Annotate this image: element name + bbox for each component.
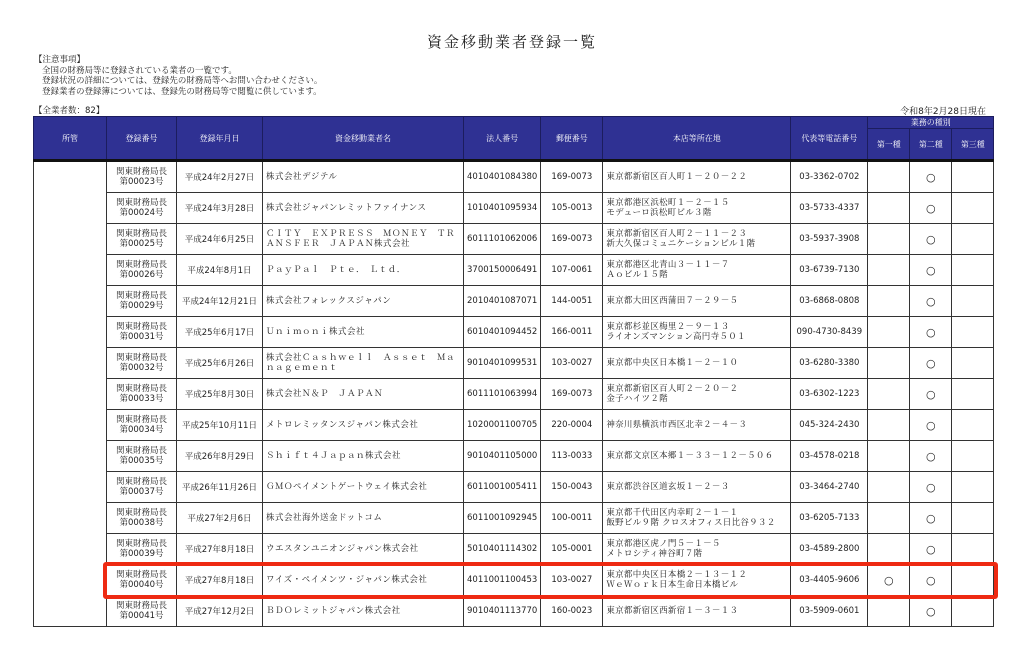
reg-date-cell: 平成25年8月30日 xyxy=(177,379,263,410)
reg-bureau: 関東財務局長 xyxy=(115,291,167,301)
type2-mark: ○ xyxy=(910,286,952,317)
address-line1: 東京都杉並区梅里２－９－１３ xyxy=(606,322,730,332)
postal-cell: 169-0073 xyxy=(541,379,603,410)
type1-mark xyxy=(868,472,910,503)
notes-line: 登録業者の登録簿については、登録先の財務局等で閲覧に供しています。 xyxy=(42,86,322,97)
type3-mark xyxy=(952,565,994,596)
address-line1: 東京都新宿区百人町１－２０－２２ xyxy=(606,172,748,182)
phone-cell: 03-6205-7133 xyxy=(791,503,868,534)
reg-number: 第00031号 xyxy=(119,332,164,342)
address-cell xyxy=(603,286,791,317)
phone-cell: 03-5909-0601 xyxy=(791,596,868,627)
reg-no-cell xyxy=(107,472,177,503)
company-name-cell: 株式会社海外送金ドットコム xyxy=(263,503,464,534)
type3-mark xyxy=(952,596,994,627)
address-line2: ＷｅＷｏｒｋ日本生命日本橋ビル xyxy=(606,580,739,590)
reg-bureau: 関東財務局長 xyxy=(115,446,167,456)
company-name-cell: ＢＤＯレミットジャパン株式会社 xyxy=(263,596,464,627)
reg-bureau: 関東財務局長 xyxy=(115,353,167,363)
col-reg-no: 登録番号 xyxy=(107,117,177,161)
address-line1: 東京都中央区日本橋２－１３－１２ xyxy=(606,570,748,580)
total-count: 【全業者数：82】 xyxy=(34,106,105,116)
postal-cell: 103-0027 xyxy=(541,565,603,596)
company-name-cell: ＰａｙＰａｌ Ｐｔｅ． Ｌｔｄ． xyxy=(263,255,464,286)
reg-date-cell: 平成27年12月2日 xyxy=(177,596,263,627)
type1-mark xyxy=(868,441,910,472)
type3-mark xyxy=(952,193,994,224)
type3-mark xyxy=(952,472,994,503)
reg-bureau: 関東財務局長 xyxy=(115,322,167,332)
address-line2: モデューロ浜松町ビル３階 xyxy=(606,208,712,218)
postal-cell: 160-0023 xyxy=(541,596,603,627)
col-name: 資金移動業者名 xyxy=(263,117,464,161)
reg-bureau: 関東財務局長 xyxy=(115,415,167,425)
reg-number: 第00025号 xyxy=(119,239,164,249)
address-line1: 東京都港区北青山３－１１－７ xyxy=(606,260,730,270)
reg-date-cell: 平成27年8月18日 xyxy=(177,565,263,596)
as-of-date: 令和8年2月28日現在 xyxy=(900,107,986,117)
postal-cell: 220-0004 xyxy=(541,410,603,441)
reg-no-cell xyxy=(107,503,177,534)
reg-no-cell xyxy=(107,441,177,472)
address-line2: Ａｏビル１５階 xyxy=(606,270,668,280)
company-name-cell: ワイズ・ペイメンツ・ジャパン株式会社 xyxy=(263,565,464,596)
address-line1: 神奈川県横浜市西区北幸２－４－３ xyxy=(606,420,748,430)
table-row xyxy=(34,472,994,503)
postal-cell: 144-0051 xyxy=(541,286,603,317)
company-name-cell: 株式会社Ｃａｓｈｗｅｌｌ Ａｓｓｅｔ Ｍａｎａｇｅｍｅｎｔ xyxy=(263,348,464,379)
type3-mark xyxy=(952,534,994,565)
address-line1: 東京都港区虎ノ門５－１－５ xyxy=(606,539,721,549)
reg-number: 第00035号 xyxy=(119,456,164,466)
reg-number: 第00037号 xyxy=(119,487,164,497)
type2-mark: ○ xyxy=(910,565,952,596)
reg-number: 第00023号 xyxy=(119,177,164,187)
col-business-type-group: 業務の種別 xyxy=(868,117,994,129)
type1-mark xyxy=(868,161,910,193)
address-line2: 飯野ビル９階 クロスオフィス日比谷９３２ xyxy=(606,518,776,528)
table-row-highlighted xyxy=(34,565,994,596)
reg-bureau: 関東財務局長 xyxy=(115,477,167,487)
corp-no-cell: 1010401095934 xyxy=(464,193,541,224)
reg-no-cell xyxy=(107,565,177,596)
company-name-cell: ＣＩＴＹ ＥＸＰＲＥＳＳ ＭＯＮＥＹ ＴＲＡＮＳＦＥＲ ＪＡＰＡＮ株式会社 xyxy=(263,224,464,255)
type3-mark xyxy=(952,503,994,534)
type2-mark: ○ xyxy=(910,441,952,472)
company-name-cell: 株式会社フォレックスジャパン xyxy=(263,286,464,317)
phone-cell: 03-4589-2800 xyxy=(791,534,868,565)
reg-number: 第00033号 xyxy=(119,394,164,404)
type3-mark xyxy=(952,161,994,193)
type2-mark: ○ xyxy=(910,503,952,534)
reg-date-cell: 平成26年8月29日 xyxy=(177,441,263,472)
postal-cell: 107-0061 xyxy=(541,255,603,286)
notes-line: 登録状況の詳細については、登録先の財務局等へお問い合わせください。 xyxy=(42,76,323,86)
type3-mark xyxy=(952,224,994,255)
address-line1: 東京都新宿区百人町２－２０－２ xyxy=(606,384,739,394)
address-line1: 東京都千代田区内幸町２－１－１ xyxy=(606,508,739,518)
type1-mark xyxy=(868,255,910,286)
type1-mark xyxy=(868,379,910,410)
table-row xyxy=(34,193,994,224)
table-row xyxy=(34,161,994,193)
postal-cell: 103-0027 xyxy=(541,348,603,379)
page-title: 資金移動業者登録一覧 xyxy=(426,33,597,51)
phone-cell: 03-6302-1223 xyxy=(791,379,868,410)
corp-no-cell: 2010401087071 xyxy=(464,286,541,317)
company-name-cell: ウエスタンユニオンジャパン株式会社 xyxy=(263,534,464,565)
type2-mark: ○ xyxy=(910,348,952,379)
corp-no-cell: 9010401105000 xyxy=(464,441,541,472)
reg-bureau: 関東財務局長 xyxy=(115,167,167,177)
corp-no-cell: 6011001005411 xyxy=(464,472,541,503)
table-row xyxy=(34,503,994,534)
postal-cell: 169-0073 xyxy=(541,161,603,193)
reg-number: 第00024号 xyxy=(119,208,164,218)
type1-mark: ○ xyxy=(868,565,910,596)
reg-bureau: 関東財務局長 xyxy=(115,384,167,394)
reg-no-cell xyxy=(107,534,177,565)
type2-mark: ○ xyxy=(910,193,952,224)
col-jurisdiction: 所管 xyxy=(34,117,107,161)
phone-cell: 03-5937-3908 xyxy=(791,224,868,255)
address-cell xyxy=(603,224,791,255)
address-cell xyxy=(603,441,791,472)
jurisdiction-cell xyxy=(34,161,107,627)
address-cell xyxy=(603,410,791,441)
reg-date-cell: 平成24年2月27日 xyxy=(177,161,263,193)
reg-number: 第00039号 xyxy=(119,549,164,559)
company-name-cell: Ｓｈｉｆｔ４Ｊａｐａｎ株式会社 xyxy=(263,441,464,472)
reg-no-cell xyxy=(107,348,177,379)
address-line2: メトロシティ神谷町７階 xyxy=(606,549,703,559)
type3-mark xyxy=(952,286,994,317)
notes-heading: 【注意事項】 xyxy=(34,55,86,65)
table-row xyxy=(34,255,994,286)
company-name-cell: Ｕｎｉｍｏｎｉ株式会社 xyxy=(263,317,464,348)
company-name-cell: 株式会社ジャパンレミットファイナンス xyxy=(263,193,464,224)
address-cell xyxy=(603,348,791,379)
postal-cell: 105-0001 xyxy=(541,534,603,565)
reg-bureau: 関東財務局長 xyxy=(115,539,167,549)
postal-cell: 166-0011 xyxy=(541,317,603,348)
reg-no-cell xyxy=(107,255,177,286)
address-line1: 東京都大田区西蒲田７－２９－５ xyxy=(606,296,739,306)
address-line2: 新大久保コミュニケーションビル１階 xyxy=(606,239,756,249)
type3-mark xyxy=(952,255,994,286)
type1-mark xyxy=(868,348,910,379)
corp-no-cell: 1020001100705 xyxy=(464,410,541,441)
reg-no-cell xyxy=(107,224,177,255)
col-reg-date: 登録年月日 xyxy=(177,117,263,161)
reg-date-cell: 平成24年12月21日 xyxy=(177,286,263,317)
phone-cell: 03-4578-0218 xyxy=(791,441,868,472)
address-line1: 東京都港区浜松町１－２－１５ xyxy=(606,198,730,208)
address-cell xyxy=(603,565,791,596)
postal-cell: 169-0073 xyxy=(541,224,603,255)
address-cell xyxy=(603,472,791,503)
type3-mark xyxy=(952,379,994,410)
type1-mark xyxy=(868,596,910,627)
reg-no-cell xyxy=(107,410,177,441)
reg-number: 第00026号 xyxy=(119,270,164,280)
type3-mark xyxy=(952,348,994,379)
phone-cell: 090-4730-8439 xyxy=(791,317,868,348)
corp-no-cell: 6011101062006 xyxy=(464,224,541,255)
type1-mark xyxy=(868,534,910,565)
reg-bureau: 関東財務局長 xyxy=(115,198,167,208)
type2-mark: ○ xyxy=(910,161,952,193)
corp-no-cell: 6010401094452 xyxy=(464,317,541,348)
phone-cell: 03-6868-0808 xyxy=(791,286,868,317)
reg-bureau: 関東財務局長 xyxy=(115,508,167,518)
corp-no-cell: 4011001100453 xyxy=(464,565,541,596)
reg-date-cell: 平成24年3月28日 xyxy=(177,193,263,224)
type2-mark: ○ xyxy=(910,534,952,565)
table-row xyxy=(34,286,994,317)
col-corp-no: 法人番号 xyxy=(464,117,541,161)
address-line1: 東京都文京区本郷１－３３－１２－５０６ xyxy=(606,451,774,461)
corp-no-cell: 9010401113770 xyxy=(464,596,541,627)
reg-bureau: 関東財務局長 xyxy=(115,570,167,580)
reg-date-cell: 平成27年2月6日 xyxy=(177,503,263,534)
corp-no-cell: 9010401099531 xyxy=(464,348,541,379)
corp-no-cell: 6011101063994 xyxy=(464,379,541,410)
type3-mark xyxy=(952,410,994,441)
reg-no-cell xyxy=(107,286,177,317)
type3-mark xyxy=(952,317,994,348)
phone-cell: 03-6739-7130 xyxy=(791,255,868,286)
type1-mark xyxy=(868,503,910,534)
table-row xyxy=(34,596,994,627)
postal-cell: 113-0033 xyxy=(541,441,603,472)
company-name-cell: ＧＭＯペイメントゲートウェイ株式会社 xyxy=(263,472,464,503)
address-line1: 東京都中央区日本橋１－２－１０ xyxy=(606,358,739,368)
type2-mark: ○ xyxy=(910,596,952,627)
type1-mark xyxy=(868,224,910,255)
address-cell xyxy=(603,534,791,565)
address-cell xyxy=(603,193,791,224)
reg-date-cell: 平成25年6月17日 xyxy=(177,317,263,348)
type1-mark xyxy=(868,317,910,348)
reg-date-cell: 平成25年6月26日 xyxy=(177,348,263,379)
reg-no-cell xyxy=(107,161,177,193)
address-line1: 東京都渋谷区道玄坂１－２－３ xyxy=(606,482,730,492)
type2-mark: ○ xyxy=(910,472,952,503)
postal-cell: 100-0011 xyxy=(541,503,603,534)
col-type2: 第二種 xyxy=(910,129,952,161)
reg-bureau: 関東財務局長 xyxy=(115,260,167,270)
phone-cell: 03-5733-4337 xyxy=(791,193,868,224)
reg-date-cell: 平成24年6月25日 xyxy=(177,224,263,255)
table-row xyxy=(34,534,994,565)
table-header xyxy=(34,117,994,161)
type2-mark: ○ xyxy=(910,410,952,441)
address-line1: 東京都新宿区百人町２－１１－２３ xyxy=(606,229,748,239)
reg-date-cell: 平成27年8月18日 xyxy=(177,534,263,565)
reg-number: 第00034号 xyxy=(119,425,164,435)
company-name-cell: メトロレミッタンスジャパン株式会社 xyxy=(263,410,464,441)
notes-line: 全国の財務局等に登録されている業者の一覧です。 xyxy=(42,65,237,76)
phone-cell: 03-3362-0702 xyxy=(791,161,868,193)
corp-no-cell: 3700150006491 xyxy=(464,255,541,286)
address-cell xyxy=(603,503,791,534)
reg-number: 第00032号 xyxy=(119,363,164,373)
table-row xyxy=(34,379,994,410)
type3-mark xyxy=(952,441,994,472)
reg-number: 第00040号 xyxy=(119,580,164,590)
company-name-cell: 株式会社Ｎ＆Ｐ ＪＡＰＡＮ xyxy=(263,379,464,410)
reg-no-cell xyxy=(107,379,177,410)
address-line1: 東京都新宿区西新宿１－３－１３ xyxy=(606,606,739,616)
phone-cell: 03-4405-9606 xyxy=(791,565,868,596)
type2-mark: ○ xyxy=(910,317,952,348)
col-phone: 代表等電話番号 xyxy=(791,117,868,161)
phone-cell: 045-324-2430 xyxy=(791,410,868,441)
phone-cell: 03-6280-3380 xyxy=(791,348,868,379)
phone-cell: 03-3464-2740 xyxy=(791,472,868,503)
type2-mark: ○ xyxy=(910,379,952,410)
reg-number: 第00029号 xyxy=(119,301,164,311)
type1-mark xyxy=(868,286,910,317)
reg-bureau: 関東財務局長 xyxy=(115,229,167,239)
table-body xyxy=(34,161,994,627)
corp-no-cell: 6011001092945 xyxy=(464,503,541,534)
address-line2: 金子ハイツ２階 xyxy=(606,394,668,404)
address-cell xyxy=(603,317,791,348)
table-row xyxy=(34,317,994,348)
table-row xyxy=(34,224,994,255)
corp-no-cell: 4010401084380 xyxy=(464,161,541,193)
postal-cell: 105-0013 xyxy=(541,193,603,224)
table-row xyxy=(34,348,994,379)
address-cell xyxy=(603,596,791,627)
notes-section xyxy=(34,55,322,97)
corp-no-cell: 5010401114302 xyxy=(464,534,541,565)
company-name-cell: 株式会社デジテル xyxy=(263,161,464,193)
col-type3: 第三種 xyxy=(952,129,994,161)
registry-table xyxy=(33,116,994,627)
reg-no-cell xyxy=(107,596,177,627)
reg-date-cell: 平成24年8月1日 xyxy=(177,255,263,286)
col-type1: 第一種 xyxy=(868,129,910,161)
type1-mark xyxy=(868,410,910,441)
type2-mark: ○ xyxy=(910,255,952,286)
address-cell xyxy=(603,255,791,286)
postal-cell: 150-0043 xyxy=(541,472,603,503)
reg-date-cell: 平成25年10月11日 xyxy=(177,410,263,441)
reg-no-cell xyxy=(107,193,177,224)
reg-no-cell xyxy=(107,317,177,348)
address-line2: ライオンズマンション高円寺５０１ xyxy=(606,332,746,342)
col-postal: 郵便番号 xyxy=(541,117,603,161)
reg-number: 第00041号 xyxy=(119,611,164,621)
reg-number: 第00038号 xyxy=(119,518,164,528)
table-row xyxy=(34,410,994,441)
table-row xyxy=(34,441,994,472)
address-cell xyxy=(603,161,791,193)
type1-mark xyxy=(868,193,910,224)
col-address: 本店等所在地 xyxy=(603,117,791,161)
address-cell xyxy=(603,379,791,410)
reg-date-cell: 平成26年11月26日 xyxy=(177,472,263,503)
type2-mark: ○ xyxy=(910,224,952,255)
reg-bureau: 関東財務局長 xyxy=(115,601,167,611)
